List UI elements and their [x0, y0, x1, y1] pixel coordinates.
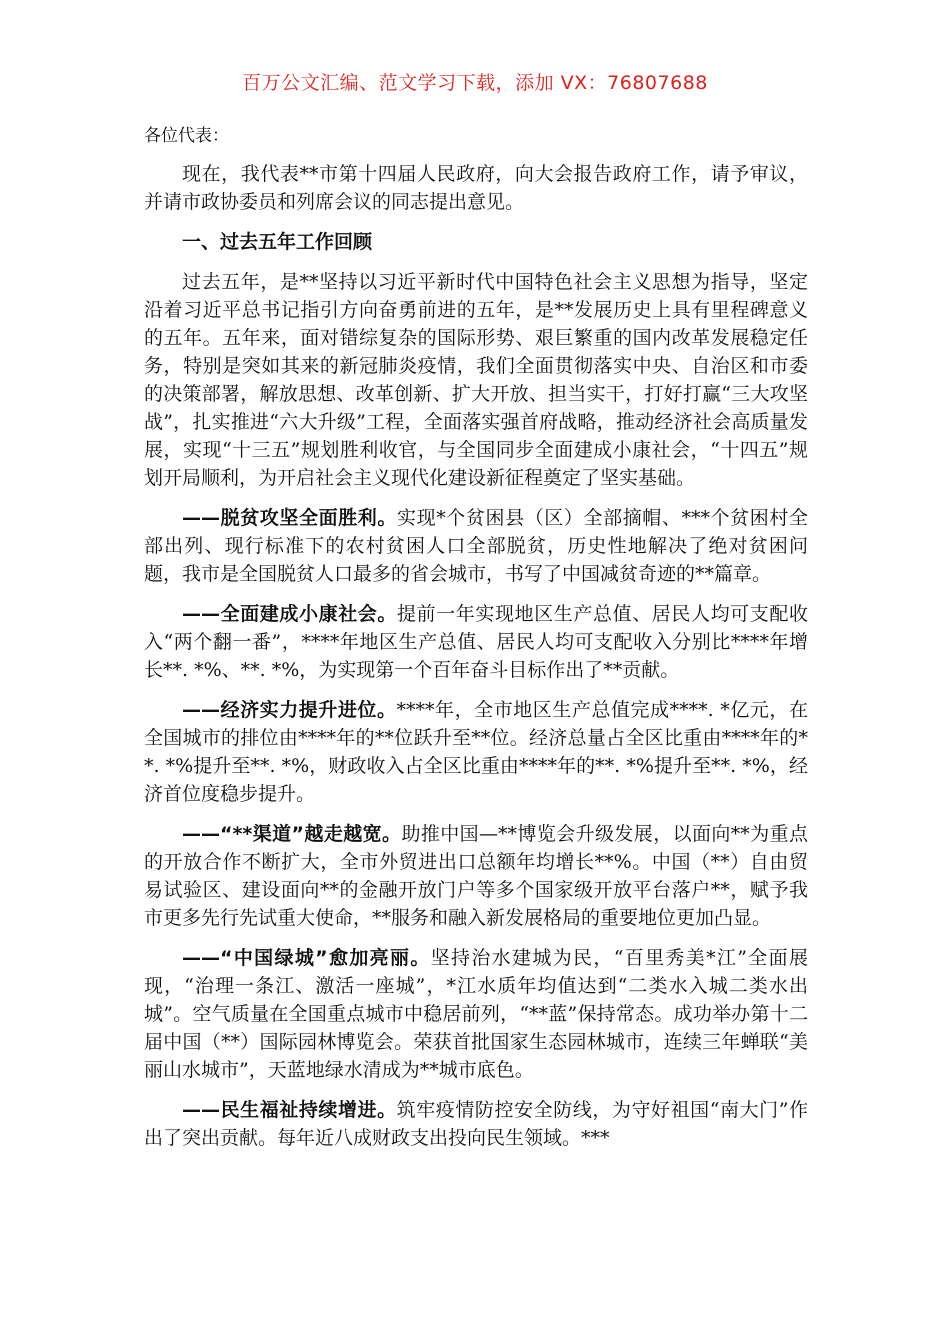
achievement-lead: ——全面建成小康社会。 — [182, 603, 397, 625]
salutation: 各位代表： — [144, 126, 229, 146]
achievement-lead: ——经济实力提升进位。 — [182, 699, 397, 721]
achievement-lead: ——“中国绿城”愈加亮丽。 — [182, 947, 431, 969]
achievement-paragraph — [144, 820, 808, 932]
achievement-text: 助推中国—**博览会升级发展，以面向**为重点的开放合作不断扩大，全市外贸进出口总额年均增长**%。中国（**）自由贸易试验区、建设面向**的金融开放门户等多个国家级开放平台落户**，赋予我市更多先行先试重大使命，**服务和融入新发展格局的重要地位更加凸显。 — [144, 823, 808, 929]
promo-banner: 百万公文汇编、范文学习下载，添加 VX：76807688 — [242, 72, 708, 94]
overview-paragraph: 过去五年，是**坚持以习近平新时代中国特色社会主义思想为指导，坚定沿着习近平总书记指引方向奋勇前进的五年，是**发展历史上具有里程碑意义的五年。五年来，面对错综复杂的国际形势、艰巨繁重的国内改革发展稳定任务，特别是突如其来的新冠肺炎疫情，我们全面贯彻落实中央、自治区和市委的决策部署，解放思想、改革创新、扩大开放、担当实干，打好打赢“三大攻坚战”，扎实推进“六大升级”工程，全面落实强首府战略，推动经济社会高质量发展，实现“十三五”规划胜利收官，与全国同步全面建成小康社会，“十四五”规划开局顺利，为开启社会主义现代化建设新征程奠定了坚实基础。 — [144, 271, 808, 489]
achievement-paragraph — [144, 696, 808, 808]
achievement-text: 坚持治水建城为民，“百里秀美*江”全面展现，“治理一条江、激活一座城”，*江水质年均值达到“二类水入城二类水出城”。空气质量在全国重点城市中稳居前列，“**蓝”保持常态。成功举办第十二届中国（**）国际园林博览会。荣获首批国家生态园林城市，连续三年蝉联“美丽山水城市”，天蓝地绿水清成为**城市底色。 — [144, 947, 808, 1081]
achievement-lead: ——脱贫攻坚全面胜利。 — [182, 507, 397, 529]
achievement-paragraph — [144, 1096, 808, 1152]
achievement-lead: ——“**渠道”越走越宽。 — [182, 823, 402, 845]
intro-paragraph: 现在，我代表**市第十四届人民政府，向大会报告政府工作，请予审议，并请市政协委员和列席会议的同志提出意见。 — [144, 163, 808, 213]
document-body — [144, 122, 808, 1164]
achievement-text: 实现*个贫困县（区）全部摘帽、***个贫困村全部出列、现行标准下的农村贫困人口全部脱贫，历史性地解决了绝对贫困问题，我市是全国脱贫人口最多的省会城市，书写了中国减贫奇迹的**篇章。 — [144, 507, 808, 585]
achievement-paragraph — [144, 944, 808, 1084]
achievement-lead: ——民生福祉持续增进。 — [182, 1099, 397, 1121]
achievement-text: 提前一年实现地区生产总值、居民人均可支配收入“两个翻一番”，****年地区生产总值、居民人均可支配收入分别比****年增长**. *%、**. *%，为实现第一个百年奋斗目标作出了**贡献。 — [144, 603, 808, 681]
achievement-text: 筑牢疫情防控安全防线，为守好祖国“南大门”作出了突出贡献。每年近八成财政支出投向民生领域。*** — [144, 1099, 808, 1149]
achievement-paragraph — [144, 504, 808, 588]
achievement-paragraph — [144, 600, 808, 684]
section-heading: 一、过去五年工作回顾 — [182, 231, 373, 253]
achievement-text: ****年，全市地区生产总值完成****. *亿元，在全国城市的排位由****年的**位跃升至**位。经济总量占全区比重由****年的**. *%提升至**. *%，财政收入占全区比重由****年的**. *%提升至**. *%，经济首位度稳步提升。 — [144, 699, 808, 805]
